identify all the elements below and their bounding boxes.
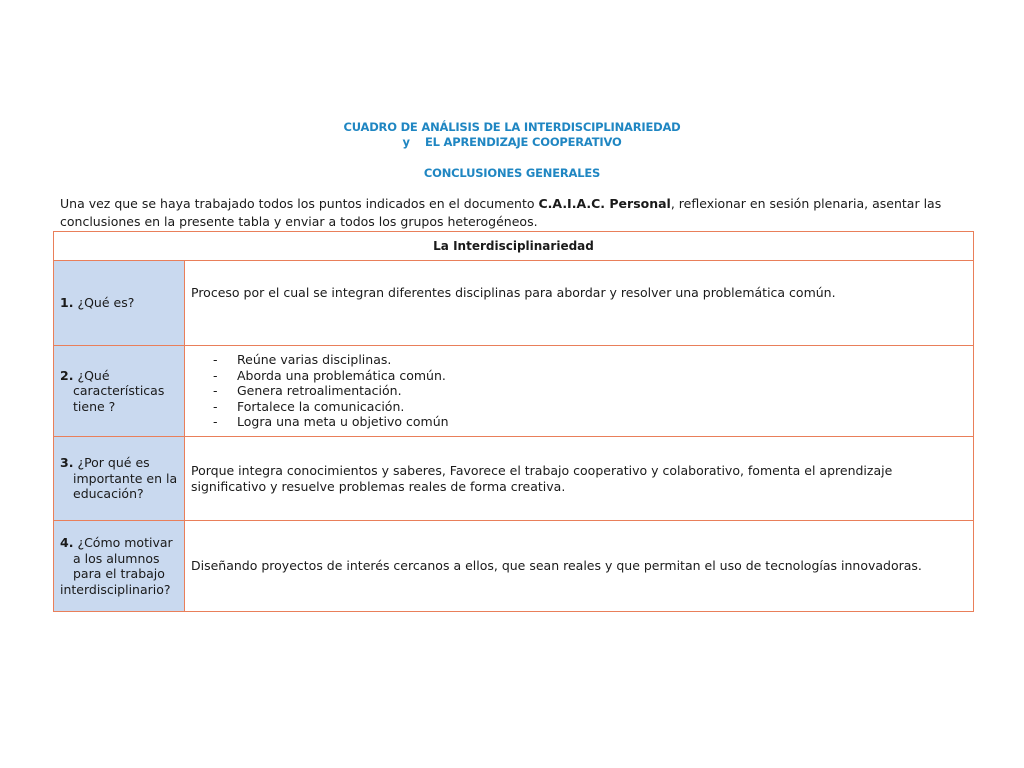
analysis-table (53, 231, 974, 612)
table-row (54, 346, 974, 437)
question-number: 3. (60, 455, 74, 471)
answer-text: Proceso por el cual se integran diferentes disciplinas para abordar y resolver una problemática común. (191, 285, 836, 300)
list-item: - Fortalece la comunicación. (213, 398, 405, 414)
answer-text: Porque integra conocimientos y saberes, Favorece el trabajo cooperativo y colaborativo, fomenta el aprendizaje significativo y resuelve problemas reales de forma creativa. (191, 462, 893, 494)
table-row (54, 261, 974, 346)
question-text (60, 295, 180, 311)
question-cell (54, 437, 185, 521)
intro-text-after: , reflexionar en sesión plenaria, asentar las conclusiones en la presente tabla y enviar a todos los grupos heterogéneos. (60, 196, 942, 229)
question-label: ¿Cómo motivar a los alumnos para el trabajo (73, 535, 173, 581)
question-cell (54, 346, 185, 437)
list-item: - Aborda una problemática común. (213, 367, 446, 383)
question-label: ¿Qué es? (77, 295, 135, 311)
question-text (60, 535, 180, 582)
list-item-text: Logra una meta u objetivo común (237, 414, 449, 430)
answer-cell (185, 437, 974, 521)
question-label: ¿Qué características tiene ? (73, 367, 165, 414)
list-item: - Logra una meta u objetivo común (213, 414, 449, 430)
question-cell (54, 521, 185, 612)
question-label: ¿Por qué es importante en la educación? (73, 455, 178, 502)
question-text-continued: interdisciplinario? (60, 581, 171, 597)
question-text (60, 368, 180, 415)
table-header: La Interdisciplinariedad (54, 232, 974, 261)
answer-cell (185, 346, 974, 437)
intro-paragraph (60, 195, 960, 231)
list-item-text: Genera retroalimentación. (237, 383, 402, 399)
question-text (60, 455, 180, 502)
intro-text-bold: C.A.I.A.C. Personal (538, 196, 671, 211)
document-titles (0, 120, 1024, 181)
characteristics-list (191, 352, 967, 430)
answer-text: Diseñando proyectos de interés cercanos a ellos, que sean reales y que permitan el uso de tecnologías innovadoras. (191, 558, 922, 573)
question-number: 2. (60, 367, 74, 383)
list-item-text: Fortalece la comunicación. (237, 398, 405, 414)
intro-text-before: Una vez que se haya trabajado todos los puntos indicados en el documento (60, 196, 539, 211)
question-cell (54, 261, 185, 346)
list-item-text: Aborda una problemática común. (237, 367, 446, 383)
table-row (54, 437, 974, 521)
title-conclusions: CONCLUSIONES GENERALES (423, 166, 601, 180)
question-number: 4. (60, 535, 74, 550)
list-item-text: Reúne varias disciplinas. (237, 352, 392, 368)
question-number: 1. (60, 295, 74, 311)
list-item: - Genera retroalimentación. (213, 383, 402, 399)
table-row (54, 521, 974, 612)
title-line-1: CUADRO DE ANÁLISIS DE LA INTERDISCIPLINARIEDAD (343, 120, 681, 134)
answer-cell (185, 521, 974, 612)
answer-cell (185, 261, 974, 346)
list-item: - Reúne varias disciplinas. (213, 352, 392, 368)
title-line-2: y EL APRENDIZAJE COOPERATIVO (402, 135, 622, 149)
